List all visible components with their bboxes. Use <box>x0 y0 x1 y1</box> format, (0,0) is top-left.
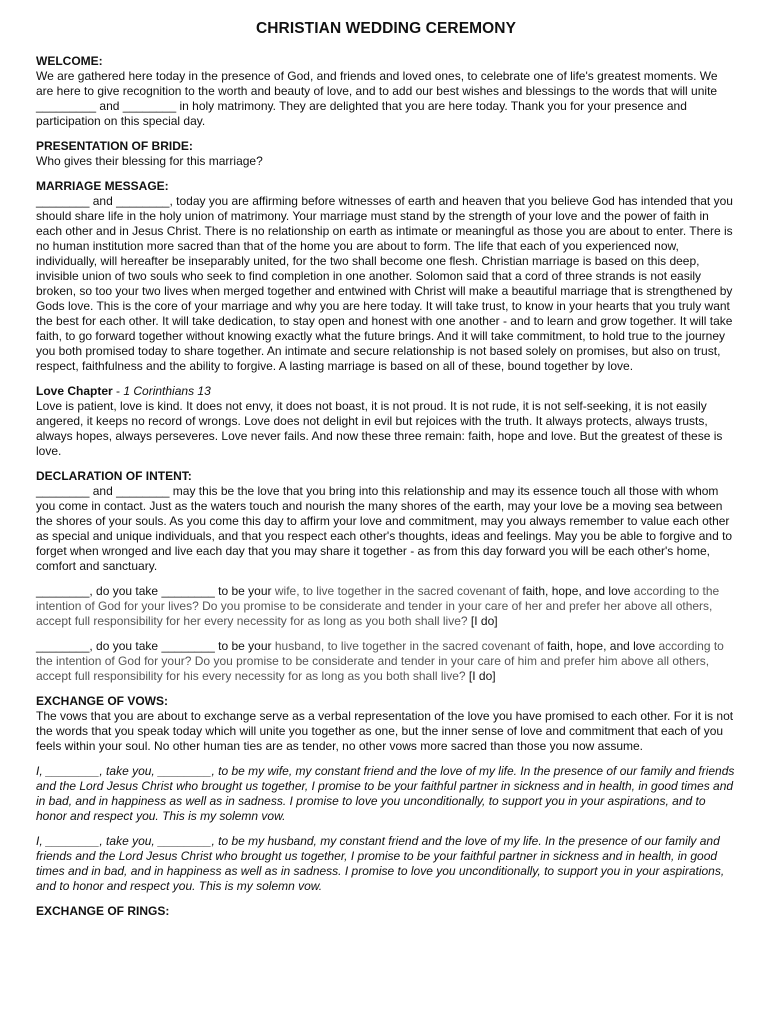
declaration-question-1 <box>36 584 736 629</box>
welcome-text: We are gathered here today in the presence of God, and friends and loved ones, to celebrate one of life's greatest moments. We are here to give recognition to the worth and beauty of love, and to add our best wishes and blessings to the words that will unite _________ and ________ in holy matrimony. They are delighted that you are here today. Thank you for your presence and participation on this special day. <box>36 69 718 128</box>
q1-part-b: wife, to live together in the sacred covenant of <box>274 584 523 598</box>
q2-answer: [I do] <box>468 669 496 683</box>
rings-section <box>36 904 736 919</box>
document-page <box>36 20 736 929</box>
q2-part-d: according to the intention of God for your? Do you promise to be considerate and tender in your care of him and prefer him above all others, accept full responsibility for his every necessity for as long as you both shall live? <box>36 639 724 683</box>
vows-section <box>36 694 736 894</box>
love-chapter-heading: Love Chapter <box>36 384 113 398</box>
marriage-message-section <box>36 179 736 374</box>
q2-part-a: ________, do you take ________ to be your <box>36 639 275 653</box>
declaration-section <box>36 469 736 684</box>
declaration-text: ________ and ________ may this be the love that you bring into this relationship and may its essence touch all those with whom you come in contact. Just as the waters touch and nourish the many shores of the earth, may your love be a moving sea between the shores of your souls. As you come this day to affirm your love and commitment, may you always remember to value each other as special and unique individuals, and that you respect each other's thoughts, ideas and feelings. May you be able to forgive and to forget when wronged and live each day that you may share it together - as from this day forward you will be each other's home, comfort and sanctuary. <box>36 484 733 573</box>
vows-heading: EXCHANGE OF VOWS: <box>36 694 169 708</box>
rings-heading: EXCHANGE OF RINGS: <box>36 904 170 918</box>
love-chapter-separator: - <box>112 384 124 398</box>
q1-part-c: faith, hope, and love <box>522 584 634 598</box>
marriage-message-heading: MARRIAGE MESSAGE: <box>36 179 169 193</box>
love-chapter-reference: 1 Corinthians 13 <box>123 384 211 398</box>
q1-part-a: ________, do you take ________ to be your <box>36 584 275 598</box>
q1-part-d: according to the intention of God for your lives? Do you promise to be considerate and tender in your care of her and prefer her above all others, accept full responsibility for her every necessity for as long as you both shall live? <box>36 584 720 628</box>
love-chapter-text: Love is patient, love is kind. It does not envy, it does not boast, it is not proud. It is not rude, it is not self-seeking, it is not easily angered, it keeps no record of wrongs. Love does not delight in evil but rejoices with the truth. It always protects, always trusts, always hopes, always perseveres. Love never fails. And now these three remain: faith, hope and love. But the greatest of these is love. <box>36 399 723 458</box>
vow-1: I, ________, take you, ________, to be my wife, my constant friend and the love of my life. In the presence of our family and friends and the Lord Jesus Christ who brought us together, I promise to be your faithful partner in sickness and in health, in good times and in bad, and in happiness as well as in sadness. I promise to love you unconditionally, to support you in your aspirations, and to honor and respect you. This is my solemn vow. <box>36 764 735 823</box>
marriage-message-text: ________ and ________, today you are affirming before witnesses of earth and heaven that you believe God has intended that you should share life in the holy union of matrimony. Your marriage must stand by the strength of your love and the power of faith in each other and in Jesus Christ. There is no relationship on earth as intimate or meaningful as those you are about to enter. There is no human institution more sacred than that of the home you are about to form. The life that each of you experienced now, individually, will hereafter be inseparably united, for the two shall become one flesh. Christian marriage is based on this deep, invisible union of two souls who seek to find completion in one another. Solomon said that a cord of three strands is not easily broken, so too your two lives when merged together and entwined with Christ will make a beautiful marriage that is strengthened by Gods love. This is the core of your marriage and why you are here today. It will take trust, to know in your hearts that you truly want the best for each other. It will take dedication, to stay open and honest with one another - and to learn and grow together. It will take faith, to go forward together without knowing exactly what the future brings. And it will take commitment, to hold true to the journey you both promised today to share together. An intimate and secure relationship is not based solely on promises, but also on trust, respect, faithfulness and the ability to forgive. A lasting marriage is based on all of these, bound together by love. <box>36 194 733 373</box>
declaration-heading: DECLARATION OF INTENT: <box>36 469 192 483</box>
document-title: CHRISTIAN WEDDING CEREMONY <box>255 20 517 37</box>
declaration-question-2 <box>36 639 736 684</box>
presentation-section <box>36 139 736 169</box>
q1-answer: [I do] <box>470 614 498 628</box>
vow-2: I, ________, take you, ________, to be my husband, my constant friend and the love of my life. In the presence of our family and friends and the Lord Jesus Christ who brought us together, I promise to be your faithful partner in sickness and in health, in good times and in bad, and in happiness as well as in sadness. I promise to love you unconditionally, to support you in your aspirations, and to honor and respect you. This is my solemn vow. <box>36 834 725 893</box>
q2-part-c: faith, hope, and love <box>547 639 659 653</box>
love-chapter-section <box>36 384 736 459</box>
presentation-heading: PRESENTATION OF BRIDE: <box>36 139 193 153</box>
welcome-section <box>36 54 736 129</box>
presentation-text: Who gives their blessing for this marriage? <box>36 154 263 168</box>
vows-text: The vows that you are about to exchange serve as a verbal representation of the love you have promised to each other. For it is not the words that you speak today which will unite you together as one, but the inner sense of love and commitment that each of you feels within your soul. No other human ties are as tender, no other vows more sacred than those you now assume. <box>36 709 734 753</box>
welcome-heading: WELCOME: <box>36 54 103 68</box>
q2-part-b: husband, to live together in the sacred covenant of <box>274 639 548 653</box>
